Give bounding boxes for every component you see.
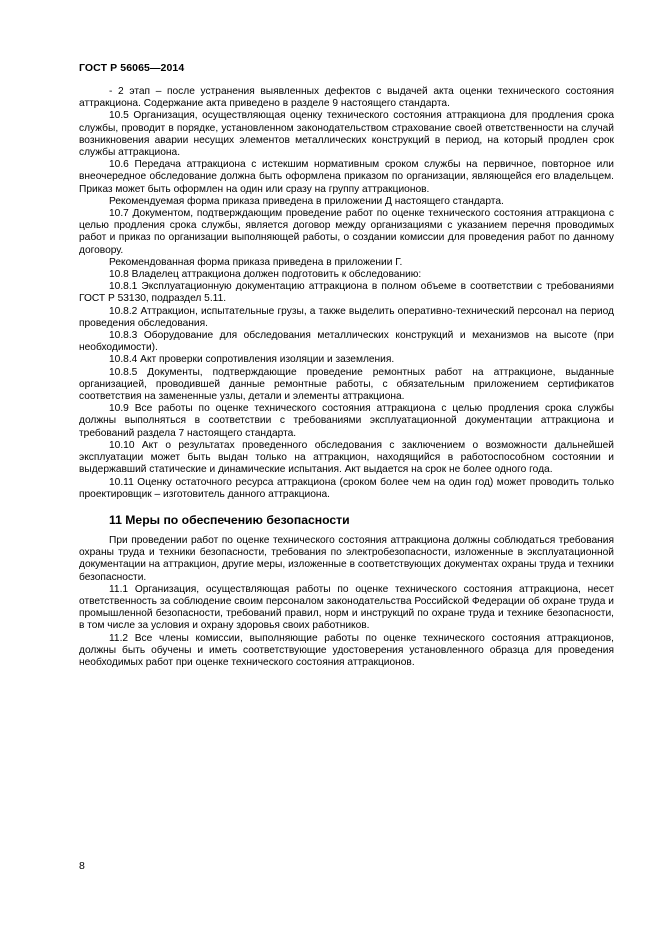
- paragraph-10-8-3: 10.8.3 Оборудование для обследования металлических конструкций и механизмов на высоте (при необходимости).: [79, 330, 614, 354]
- page-number: 8: [79, 860, 85, 872]
- section-heading: 11 Меры по обеспечению безопасности: [109, 512, 350, 527]
- paragraph-10-11: 10.11 Оценку остаточного ресурса аттракциона (сроком более чем на один год) может проводить только проектировщик – изготовитель данного аттракциона.: [79, 476, 614, 500]
- paragraph-11-2: 11.2 Все члены комиссии, выполняющие работы по оценке технического состояния аттракционов, должны быть обучены и иметь соответствующие удостоверения установленного образца для проведения необходимых работ при оценке технического состояния аттракционов.: [79, 632, 614, 668]
- paragraph-form-d: Рекомендуемая форма приказа приведена в приложении Д настоящего стандарта.: [109, 195, 504, 207]
- paragraph-10-10: 10.10 Акт о результатах проведенного обследования с заключением о возможности дальнейшей эксплуатации может быть выдан только на аттракцион, находящийся в работоспособном состоянии и выдержавший статические и динамические испытания. Акт выдается на срок не более одного года.: [79, 439, 614, 476]
- paragraph-10-8-2: 10.8.2 Аттракцион, испытательные грузы, а также выделить оперативно-технический персонал на период проведения обследования.: [79, 305, 614, 329]
- paragraph-10-8-4: 10.8.4 Акт проверки сопротивления изоляции и заземления.: [109, 354, 395, 366]
- paragraph-10-6: 10.6 Передача аттракциона с истекшим нормативным сроком службы на первичное, повторное или внеочередное обследование должна быть оформлена приказом по организации, являющейся его владельцем. Приказ может быть оформлен на один или сразу на группу аттракционов.: [79, 159, 614, 195]
- document-body: [79, 86, 614, 669]
- paragraph-10-9: 10.9 Все работы по оценке технического состояния аттракциона с целью продления срока службы должны выполняться в соответствии с требованиями эксплуатационной документации аттракциона и требований раздела 7 настоящего стандарта.: [79, 403, 614, 439]
- paragraph-10-8-1: 10.8.1 Эксплуатационную документацию аттракциона в полном объеме в соответствии с требованиями ГОСТ Р 53130, подраздел 5.11.: [79, 281, 614, 305]
- paragraph-form-g: Рекомендованная форма приказа приведена в приложении Г.: [109, 256, 403, 268]
- paragraph-10-5: 10.5 Организация, осуществляющая оценку технического состояния аттракциона для продления срока службы, проводит в порядке, установленном законодательством страхование своей ответственности на случай возникновения аварии несущих элементов металлических конструкций в период, на который продлен срок службы аттракциона.: [79, 110, 614, 159]
- paragraph-11-1: 11.1 Организация, осуществляющая работы по оценке технического состояния аттракциона, несет ответственность за соблюдение своим персоналом законодательства Российской Федерации об охране труда и промышленной безопасности, требований правил, норм и инструкций по охране труда и технике безопасности, в том числе за условия и охрану здоровья своих работников.: [79, 583, 614, 632]
- standard-header: ГОСТ Р 56065—2014: [79, 62, 185, 74]
- paragraph-10-8-5: 10.8.5 Документы, подтверждающие проведение ремонтных работ на аттракционе, выданные организацией, проводившей данные ремонтные работы, с обязательным приложением сертификатов соответствия на замененные узлы, детали и элементы аттракциона.: [79, 366, 614, 403]
- paragraph-10-8: 10.8 Владелец аттракциона должен подготовить к обследованию:: [109, 269, 422, 281]
- paragraph-10-7: 10.7 Документом, подтверждающим проведение работ по оценке технического состояния аттракциона с целью продления срока службы, является договор между организациями с указанием перечня проводимых работ и приказ по организации выполняющей работы, о создании комиссии для проведения работ по данному договору.: [79, 208, 614, 256]
- paragraph-11-intro: При проведении работ по оценке технического состояния аттракциона должны соблюдаться требования охраны труда и техники безопасности, требования по электробезопасности, изложенные в эксплуатационной документации на аттракцион, другие меры, изложенные в соответствующих документах охраны труда и техники безопасности.: [79, 534, 614, 583]
- paragraph-stage-2: - 2 этап – после устранения выявленных дефектов с выдачей акта оценки технического состояния аттракциона. Содержание акта приведено в разделе 9 настоящего стандарта.: [79, 86, 614, 110]
